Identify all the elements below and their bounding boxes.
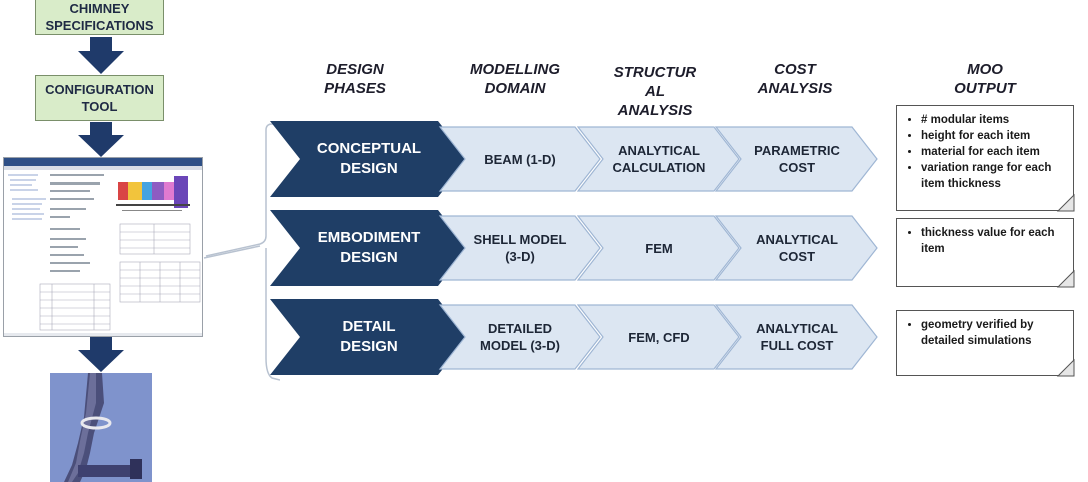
output-item: • height for each item [921, 128, 1067, 144]
column-header-design-phases: DESIGN PHASES [324, 61, 386, 97]
domain-beam: BEAM (1-D) [484, 151, 556, 167]
output-item: • thickness value for each item [921, 225, 1067, 257]
column-header-structural-analysis: STRUCTUR AL ANALYSIS [613, 64, 697, 119]
phase-embodiment-design: EMBODIMENT DESIGN [317, 229, 421, 266]
output-item: • # modular items [921, 112, 1067, 128]
phase-conceptual-design: CONCEPTUAL DESIGN [316, 140, 422, 177]
moo-output-note-3 [896, 310, 1074, 376]
moo-output-note-2 [896, 218, 1074, 287]
cost-parametric: PARAMETRIC COST [754, 143, 840, 175]
domain-detailed-model: DETAILED MODEL (3-D) [480, 321, 560, 353]
moo-output-note-1 [896, 105, 1074, 211]
column-header-cost-analysis: COST ANALYSIS [757, 61, 833, 97]
output-item: • variation range for each item thickness [921, 160, 1067, 192]
configuration-tool-box: CONFIGURATION TOOL [35, 75, 164, 121]
phase-detail-design: DETAIL DESIGN [340, 318, 398, 355]
chimney-specifications-box: CHIMNEY SPECIFICATIONS [35, 0, 164, 35]
cost-analytical: ANALYTICAL COST [756, 232, 838, 264]
structural-fem-cfd: FEM, CFD [628, 329, 690, 345]
structural-fem: FEM [645, 240, 673, 256]
structural-analytical-calculation: ANALYTICAL CALCULATION [612, 143, 706, 175]
output-item: • material for each item [921, 144, 1067, 160]
cost-analytical-full: ANALYTICAL FULL COST [756, 321, 838, 353]
column-header-modelling-domain: MODELLING DOMAIN [470, 61, 560, 97]
output-item: • geometry verified by detailed simulations [921, 317, 1067, 349]
column-header-moo-output: MOO OUTPUT [954, 61, 1016, 97]
domain-shell-model: SHELL MODEL (3-D) [473, 232, 567, 264]
